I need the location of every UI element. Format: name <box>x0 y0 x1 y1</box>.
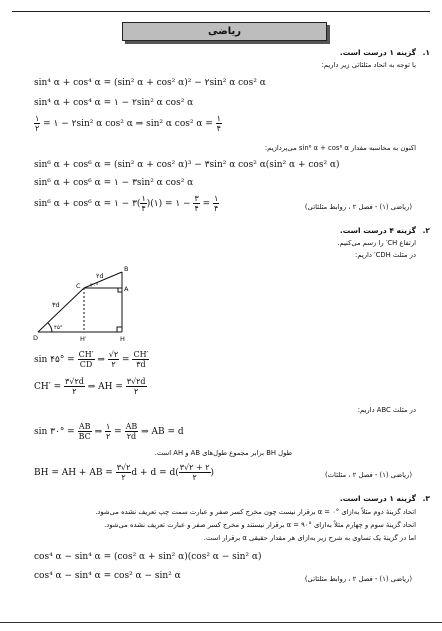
q1-intro: با توجه به اتحاد مثلثاتی زیر داریم: <box>321 61 416 69</box>
q3-text3: اما در گزینهٔ یک تساوی به شرح زیر به‌ازای هر مقدار حقیقی α برقرار است. <box>203 534 416 542</box>
q1-eq5: sin⁶ α + cos⁶ α = ۱ − ۳sin² α cos² α <box>34 178 194 188</box>
q3-answer: گزینه ۱ درست است. <box>339 494 416 503</box>
q2-number: ۲. <box>422 226 430 235</box>
q3-text2: اتحاد گزینهٔ سوم و چهارم مثلاً به‌ازای α = ۹۰° برقرار نیستند و مخرج کسر صفر و عبارت تعریف نشده می‌شود. <box>104 521 416 529</box>
q1-eq3: $\frac{۱}{۲}$ = ۱ − ۲sin² α cos² α ⇒ sin² α cos² α = $\frac{۱}{۴}$ <box>35 114 221 133</box>
q1-number: ۱. <box>422 48 430 57</box>
q1-eq6: sin⁶ α + cos⁶ α = ۱ − ۳( $\frac{۱}{۴}$ )(۱) = ۱ − $\frac{۳}{۴}$ = $\frac{۱}{۴}$ <box>34 194 219 213</box>
label-c: C <box>76 282 81 290</box>
q3-eq1: cos⁴ α − sin⁴ α = (cos² α + sin² α)(cos² α − sin² α) <box>34 552 262 562</box>
q2-intro1: ارتفاع CH′ را رسم می‌کنیم. <box>337 239 416 247</box>
q2-eq2: CH′ = $\frac{۳√۲d}{۲}$ ⇒ AH = $\frac{۳√۲d}{۲}$ <box>34 377 146 396</box>
q2-intro2: در مثلث CDH′ داریم: <box>355 251 416 259</box>
label-2d: ۲d <box>96 272 104 280</box>
q3-text1: اتحاد گزینهٔ دوم مثلاً به‌ازای α = ۰° برقرار نیست چون مخرج کسر صفر و عبارت سمت چپ تعریف نشده می‌شود. <box>95 508 416 516</box>
q3-eq2: cos⁴ α − sin⁴ α = cos² α − sin² α <box>34 571 181 581</box>
q2-eq4: BH = AH + AB = $\frac{۳√۲}{۲}$ d + d = d( $\frac{۳√۲ + ۲}{۲}$ ) <box>34 463 215 482</box>
q3-reference: (ریاضی (۱) - فصل ۲ ، روابط مثلثاتی) <box>304 575 412 583</box>
q1-intro2: اکنون به محاسبه مقدار sin⁶ α + cos⁶ α می‌پردازیم: <box>264 144 416 152</box>
top-rule <box>12 11 430 12</box>
section-header <box>122 22 327 41</box>
q2-reference: (ریاضی (۱) - فصل ۲ ، مثلثات) <box>325 471 412 479</box>
q1-answer: گزینه ۱ درست است. <box>339 48 416 57</box>
right-angle-mark <box>117 327 122 332</box>
q2-eq1: sin ۴۵° = $\frac{CH'}{CD}$ ⇒ $\frac{√۲}{۲}$ = $\frac{CH'}{۳d}$ <box>34 350 149 369</box>
q2-bh-text: طول BH برابر مجموع طول‌های AB و AH است. <box>154 449 292 457</box>
label-a: A <box>124 285 129 293</box>
angle-45-arc <box>48 323 52 332</box>
label-b: B <box>124 265 129 273</box>
q2-eq3: sin ۳۰° = $\frac{AB}{BC}$ ⇒ $\frac{۱}{۲}$ = $\frac{AB}{۲d}$ ⇒ AB = d <box>34 422 184 441</box>
label-d: D <box>33 334 39 342</box>
q2-triangle-figure <box>24 262 134 344</box>
q1-eq2: sin⁴ α + cos⁴ α = ۱ − ۲sin² α cos² α <box>34 98 194 108</box>
q1-eq1: sin⁴ α + cos⁴ α = (sin² α + cos² α)² − ۲sin² α cos² α <box>34 78 266 88</box>
label-h1: H′ <box>80 335 87 343</box>
q2-answer: گزینه ۴ درست است. <box>339 226 416 235</box>
q1-reference: (ریاضی (۱) - فصل ۲ ، روابط مثلثاتی) <box>304 203 412 211</box>
label-angle30: ۳۰° <box>90 283 99 289</box>
bottom-rule <box>0 622 442 623</box>
q2-abc-text: در مثلث ABC داریم: <box>357 406 416 414</box>
label-3d: ۳d <box>52 301 60 309</box>
section-title: ریاضی <box>207 26 242 37</box>
label-angle45: ۴۵° <box>54 325 63 331</box>
q1-eq4: sin⁶ α + cos⁶ α = (sin² α + cos² α)³ − ۳sin² α cos² α(sin² α + cos² α) <box>34 160 340 170</box>
right-angle-mark-a <box>118 288 122 292</box>
top-cropped-line <box>0 0 442 10</box>
label-h: H <box>120 335 125 343</box>
q3-number: ۳. <box>422 494 430 503</box>
